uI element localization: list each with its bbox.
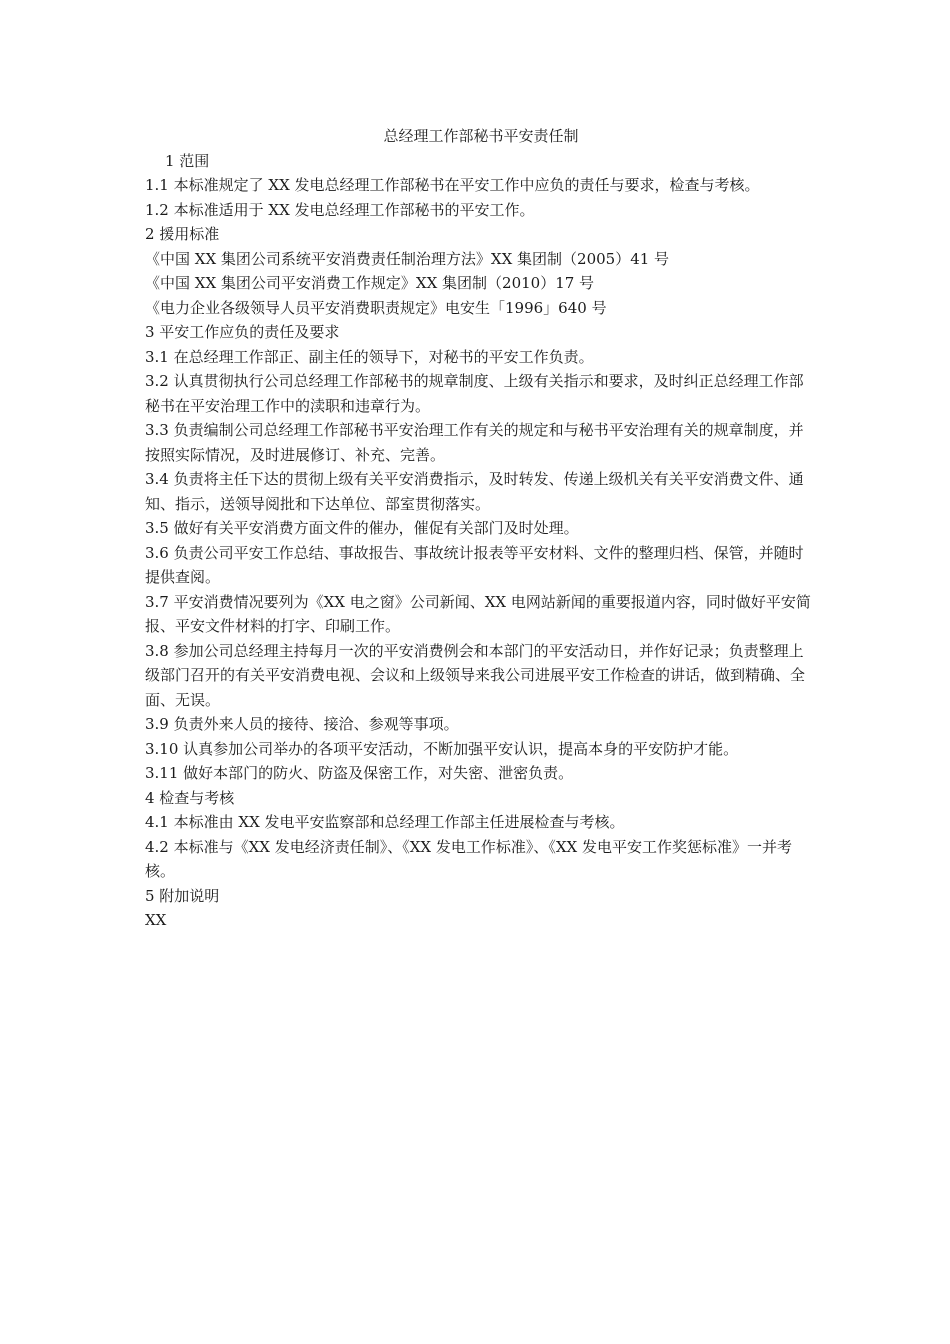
paragraph-3-4: 3.4 负责将主任下达的贯彻上级有关平安消费指示，及时转发、传递上级机关有关平安消费文件、通知、指示，送领导阅批和下达单位、部室贯彻落实。: [145, 470, 804, 513]
paragraph-3-11: 3.11 做好本部门的防火、防盗及保密工作，对失密、泄密负责。: [145, 764, 574, 782]
paragraph-4-1: 4.1 本标准由 XX 发电平安监察部和总经理工作部主任进展检查与考核。: [145, 813, 625, 831]
signature-text: XX: [145, 911, 167, 929]
reference-1: 《中国 XX 集团公司系统平安消费责任制治理方法》XX 集团制（2005）41 号: [145, 249, 670, 268]
section-heading-scope: 1 范围: [165, 151, 210, 170]
paragraph-3-8: 3.8 参加公司总经理主持每月一次的平安消费例会和本部门的平安活动日，并作好记录；负责整理上级部门召开的有关平安消费电视、会议和上级领导来我公司进展平安工作检查的讲话，做到精确、全面、无误。: [145, 641, 806, 709]
paragraph-3-10: 3.10 认真参加公司举办的各项平安活动，不断加强平安认识，提高本身的平安防护才能。: [145, 739, 739, 758]
section-heading-inspection: 4 检查与考核: [145, 788, 235, 807]
paragraph-3-5: 3.5 做好有关平安消费方面文件的催办，催促有关部门及时处理。: [145, 519, 579, 537]
paragraph-3-9: 3.9 负责外来人员的接待、接洽、参观等事项。: [145, 715, 459, 733]
paragraph-3-3: 3.3 负责编制公司总经理工作部秘书平安治理工作有关的规定和与秘书平安治理有关的规章制度，并按照实际情况，及时进展修订、补充、完善。: [145, 421, 804, 464]
document-body: [145, 124, 817, 933]
paragraph-4-2: 4.2 本标准与《XX 发电经济责任制》、《XX 发电工作标准》、《XX 发电平安工作奖惩标准》一并考核。: [145, 837, 793, 880]
section-heading-references: 2 援用标准: [145, 225, 220, 243]
paragraph-3-1: 3.1 在总经理工作部正、副主任的领导下，对秘书的平安工作负责。: [145, 347, 594, 366]
paragraph-1-2: 1.2 本标准适用于 XX 发电总经理工作部秘书的平安工作。: [145, 200, 535, 219]
paragraph-1-1: 1.1 本标准规定了 XX 发电总经理工作部秘书在平安工作中应负的责任与要求，检查与考核。: [145, 176, 760, 194]
section-heading-responsibilities: 3 平安工作应负的责任及要求: [145, 323, 340, 341]
reference-2: 《中国 XX 集团公司平安消费工作规定》XX 集团制（2010）17 号: [145, 274, 595, 292]
reference-3: 《电力企业各级领导人员平安消费职责规定》电安生「1996」640 号: [145, 298, 607, 317]
section-heading-notes: 5 附加说明: [145, 886, 220, 905]
paragraph-3-6: 3.6 负责公司平安工作总结、事故报告、事故统计报表等平安材料、文件的整理归档、保管，并随时提供查阅。: [145, 543, 804, 586]
document-title: 总经理工作部秘书平安责任制: [383, 127, 579, 145]
paragraph-3-2: 3.2 认真贯彻执行公司总经理工作部秘书的规章制度、上级有关指示和要求，及时纠正总经理工作部秘书在平安治理工作中的渎职和违章行为。: [145, 372, 804, 415]
paragraph-3-7: 3.7 平安消费情况要列为《XX 电之窗》公司新闻、XX 电网站新闻的重要报道内容，同时做好平安简报、平安文件材料的打字、印刷工作。: [145, 592, 811, 635]
